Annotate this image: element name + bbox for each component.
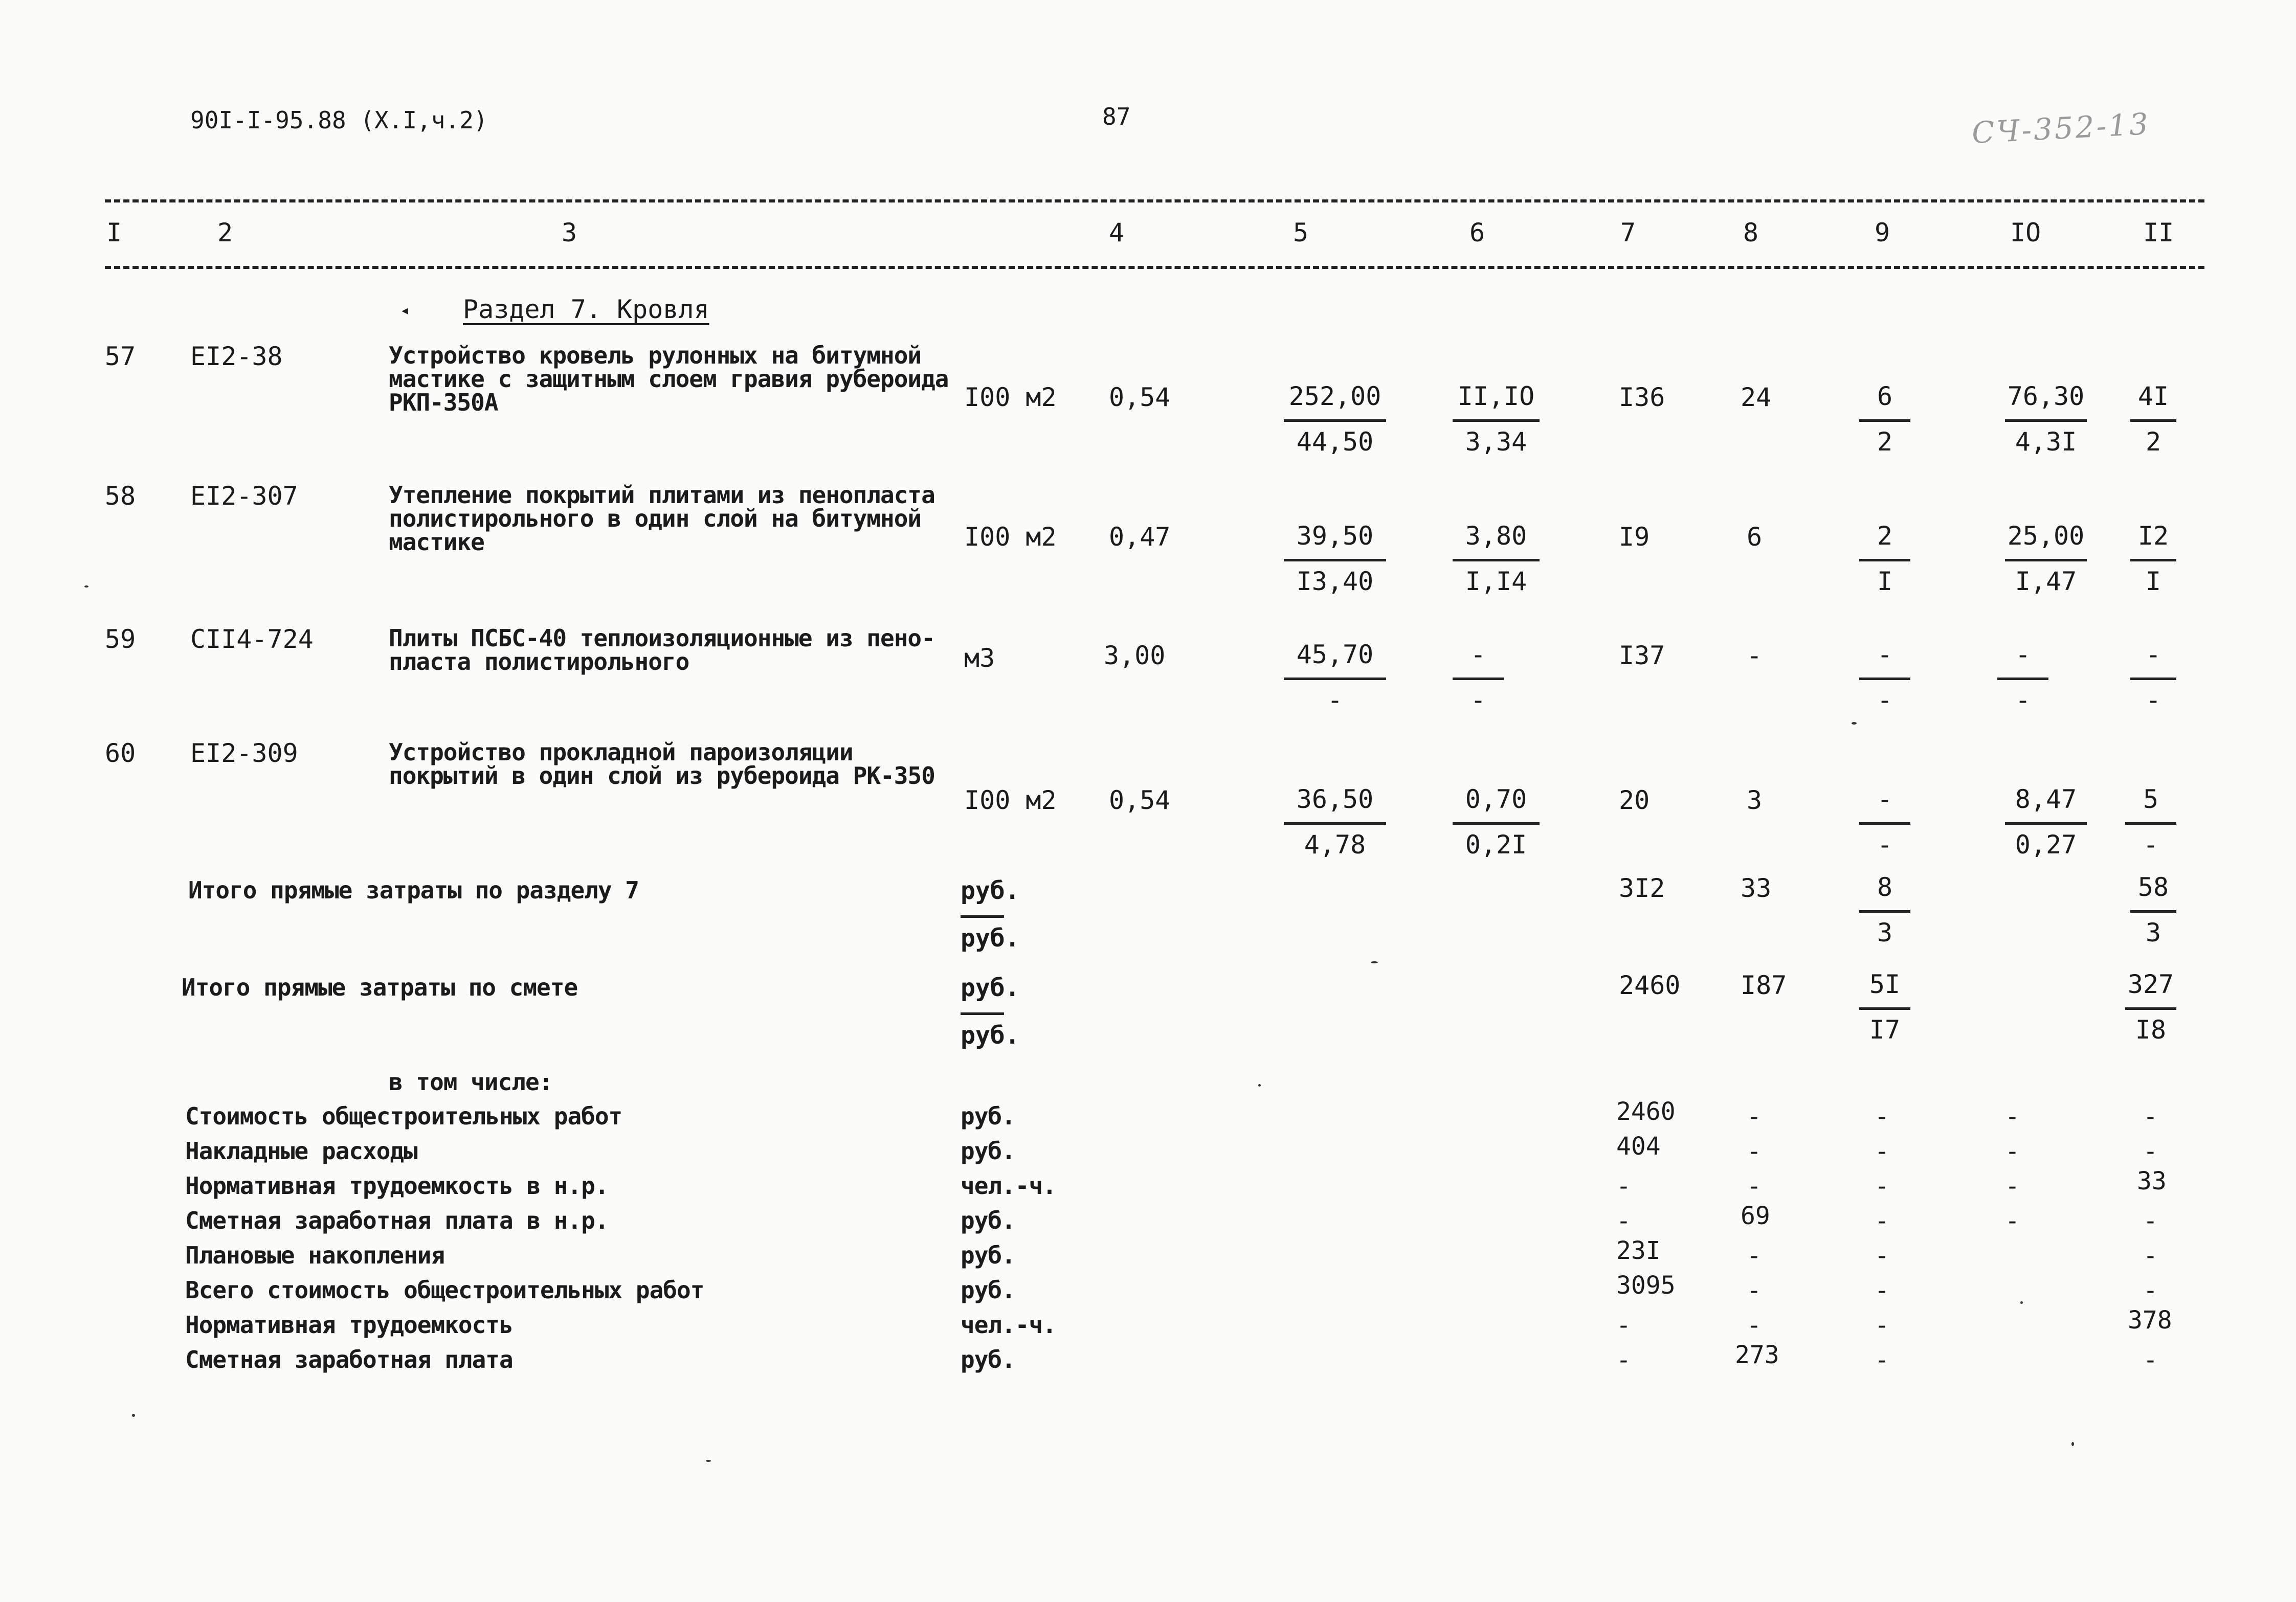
bullet-mark: ◂ — [400, 300, 410, 320]
row-description: пласта полистирольного — [389, 648, 689, 675]
summary-label: Нормативная трудоемкость в н.р. — [185, 1172, 609, 1200]
fraction-top: 58 — [2137, 872, 2169, 902]
fraction-top: - — [2145, 640, 2161, 669]
section-total-label: Итого прямые затраты по разделу 7 — [188, 876, 639, 904]
summary-col11: - — [2143, 1102, 2158, 1131]
row-number: 60 — [105, 738, 136, 768]
summary-unit: чел.-ч. — [961, 1311, 1056, 1339]
summary-col7: 3095 — [1616, 1271, 1676, 1300]
summary-col10: - — [2005, 1102, 2020, 1131]
summary-col11: - — [2143, 1137, 2158, 1166]
summary-unit: руб. — [961, 1346, 1015, 1373]
row-description: Утепление покрытий плитами из пенопласта — [389, 481, 935, 509]
section-total-col7: 3I2 — [1619, 873, 1665, 903]
fraction-top: 6 — [1877, 381, 1893, 411]
fraction-bottom: I — [1877, 567, 1893, 596]
summary-col7: - — [1616, 1346, 1631, 1374]
fraction-top: 5I — [1869, 969, 1901, 999]
row-code: EI2-38 — [190, 342, 283, 371]
summary-col9: - — [1875, 1346, 1889, 1374]
row-description: Устройство кровель рулонных на битумной — [389, 342, 922, 369]
column-header-7: 7 — [1620, 218, 1636, 247]
fraction-top: 2 — [1877, 521, 1893, 551]
row-description: мастике — [389, 528, 484, 556]
fraction-bottom: - — [2015, 685, 2031, 715]
fraction-bottom: 4,78 — [1304, 830, 1366, 860]
fraction-top: 39,50 — [1296, 521, 1374, 551]
summary-col7: 23I — [1616, 1236, 1661, 1265]
summary-col8: - — [1747, 1137, 1762, 1166]
summary-col7: 404 — [1616, 1132, 1661, 1161]
fraction-bottom: 3,34 — [1465, 427, 1527, 457]
summary-col7: - — [1616, 1172, 1631, 1201]
column-header-4: 4 — [1109, 218, 1125, 247]
scan-speck — [2071, 1442, 2074, 1446]
summary-label: Сметная заработная плата в н.р. — [185, 1207, 609, 1234]
scan-speck — [1852, 722, 1857, 725]
row-description: полистирольного в один слой на битумной — [389, 505, 922, 532]
fraction-bottom: - — [1877, 685, 1893, 715]
fraction-bottom: 0,2I — [1465, 830, 1527, 860]
fraction-top: 3,80 — [1465, 521, 1527, 551]
fraction-bottom: - — [2145, 685, 2161, 715]
summary-col9: - — [1875, 1102, 1889, 1131]
fraction-bottom: - — [2143, 830, 2159, 860]
row-quantity: 0,47 — [1109, 522, 1171, 552]
column-header-9: 9 — [1875, 218, 1890, 247]
row-unit: I00 м2 — [964, 785, 1057, 815]
column-header-6: 6 — [1469, 218, 1485, 247]
row-quantity: 3,00 — [1104, 641, 1166, 670]
row-code: EI2-307 — [190, 481, 298, 511]
document-code: 90I-I-95.88 (X.I,ч.2) — [190, 106, 488, 134]
column-header-2: 2 — [217, 218, 233, 247]
scan-speck — [706, 1460, 711, 1462]
summary-unit: руб. — [961, 1242, 1015, 1269]
page-number: 87 — [1102, 103, 1131, 130]
fraction-bottom: 4,3I — [2015, 427, 2077, 457]
section-total-col8: 33 — [1741, 873, 1772, 903]
summary-col10: - — [2005, 1137, 2020, 1166]
unit-bottom: руб. — [961, 924, 1020, 953]
including-label: в том числе: — [389, 1068, 553, 1096]
fraction-bottom: I8 — [2135, 1015, 2167, 1045]
summary-col8: - — [1747, 1311, 1762, 1340]
row-col8: 24 — [1741, 382, 1772, 412]
summary-col9: - — [1875, 1276, 1889, 1305]
column-header-10: IO — [2010, 218, 2041, 247]
row-number: 58 — [105, 481, 136, 511]
summary-col8: - — [1747, 1242, 1762, 1270]
summary-unit: чел.-ч. — [961, 1172, 1056, 1200]
summary-col9: - — [1875, 1137, 1889, 1166]
fraction-top: 0,70 — [1465, 784, 1527, 814]
row-col8: - — [1747, 641, 1763, 670]
summary-label: Стоимость общестроительных работ — [185, 1102, 622, 1130]
row-quantity: 0,54 — [1109, 785, 1171, 815]
row-description: мастике с защитным слоем гравия рубероида — [389, 365, 949, 393]
row-quantity: 0,54 — [1109, 382, 1171, 412]
summary-col8: - — [1747, 1276, 1762, 1305]
section-title: Раздел 7. Кровля — [463, 295, 709, 324]
row-unit: I00 м2 — [964, 382, 1057, 412]
summary-col11: 378 — [2128, 1306, 2172, 1335]
summary-col7: - — [1616, 1207, 1631, 1235]
unit-top: руб. — [961, 974, 1020, 1002]
summary-col8: 69 — [1741, 1202, 1770, 1230]
row-col7: I9 — [1619, 522, 1650, 552]
row-description: Плиты ПСБС-40 теплоизоляционные из пено- — [389, 624, 935, 652]
column-header-3: 3 — [562, 218, 577, 247]
fraction-top: 76,30 — [2007, 381, 2085, 411]
summary-unit: руб. — [961, 1207, 1015, 1234]
scan-speck — [132, 1414, 135, 1417]
estimate-total-label: Итого прямые затраты по смете — [182, 974, 578, 1001]
fraction-top: 252,00 — [1288, 381, 1381, 411]
row-code: EI2-309 — [190, 738, 298, 768]
fraction-top: - — [2015, 640, 2031, 669]
summary-col11: - — [2143, 1276, 2158, 1305]
summary-col8: - — [1747, 1172, 1762, 1201]
row-code: CII4-724 — [190, 624, 314, 654]
row-description: покрытий в один слой из рубероида РК-350 — [389, 762, 935, 789]
fraction-top: - — [1877, 784, 1893, 814]
fraction-bottom: 3 — [1877, 918, 1893, 947]
row-number: 57 — [105, 342, 136, 371]
fraction-bottom: 44,50 — [1296, 427, 1374, 457]
fraction-top: 45,70 — [1296, 640, 1374, 669]
summary-col11: - — [2143, 1207, 2158, 1235]
summary-col8: 273 — [1735, 1341, 1779, 1369]
row-description: Устройство прокладной пароизоляции — [389, 738, 853, 766]
summary-unit: руб. — [961, 1102, 1015, 1130]
fraction-top: 327 — [2127, 969, 2174, 999]
row-unit: м3 — [964, 643, 995, 673]
fraction-top: 4I — [2137, 381, 2169, 411]
summary-col8: - — [1747, 1102, 1762, 1131]
row-col7: I36 — [1619, 382, 1665, 412]
fraction-bottom: I — [2145, 567, 2161, 596]
summary-col10: - — [2005, 1172, 2020, 1201]
fraction-bottom: - — [1877, 830, 1893, 860]
scan-speck — [84, 585, 88, 588]
fraction-top: - — [1877, 640, 1893, 669]
fraction-top: I2 — [2137, 521, 2169, 551]
fraction-top: II,IO — [1457, 381, 1535, 411]
fraction-top: - — [1470, 640, 1486, 669]
fraction-top: 25,00 — [2007, 521, 2085, 551]
row-unit: I00 м2 — [964, 522, 1057, 552]
fraction-bottom: I,I4 — [1465, 567, 1527, 596]
summary-label: Нормативная трудоемкость — [185, 1311, 513, 1339]
summary-col10: - — [2005, 1207, 2020, 1235]
fraction-top: 8,47 — [2015, 784, 2077, 814]
column-header-5: 5 — [1293, 218, 1309, 247]
row-col8: 6 — [1747, 522, 1763, 552]
unit-top: руб. — [961, 876, 1020, 905]
fraction-top: 36,50 — [1296, 784, 1374, 814]
summary-unit: руб. — [961, 1276, 1015, 1304]
archive-stamp: СЧ-352-13 — [1971, 106, 2151, 151]
fraction-bottom: I3,40 — [1296, 567, 1374, 596]
fraction-bottom: I7 — [1869, 1015, 1901, 1045]
fraction-bottom: 2 — [1877, 427, 1893, 457]
fraction-bottom: 2 — [2145, 427, 2161, 457]
summary-label: Всего стоимость общестроительных работ — [185, 1276, 704, 1304]
summary-col9: - — [1875, 1172, 1889, 1201]
row-description: РКП-350А — [389, 389, 498, 416]
fraction-top: 5 — [2143, 784, 2159, 814]
fraction-bottom: 0,27 — [2015, 830, 2077, 860]
summary-label: Накладные расходы — [185, 1137, 417, 1165]
summary-col11: 33 — [2137, 1167, 2167, 1195]
fraction-bottom: I,47 — [2015, 567, 2077, 596]
summary-col9: - — [1875, 1207, 1889, 1235]
summary-label: Сметная заработная плата — [185, 1346, 513, 1373]
column-header-8: 8 — [1743, 218, 1759, 247]
summary-col7: - — [1616, 1311, 1631, 1340]
row-number: 59 — [105, 624, 136, 654]
summary-col11: - — [2143, 1242, 2158, 1270]
fraction-bottom: 3 — [2145, 918, 2161, 947]
fraction-bottom: - — [1470, 685, 1486, 715]
estimate-total-col8: I87 — [1741, 971, 1787, 1000]
row-col7: I37 — [1619, 641, 1665, 670]
scan-speck — [2020, 1301, 2023, 1304]
scan-speck — [1258, 1084, 1261, 1087]
row-col7: 20 — [1619, 785, 1650, 815]
column-header-1: I — [106, 218, 122, 247]
column-header-11: II — [2143, 218, 2174, 247]
summary-unit: руб. — [961, 1137, 1015, 1165]
summary-col9: - — [1875, 1242, 1889, 1270]
summary-col11: - — [2143, 1346, 2158, 1374]
summary-col9: - — [1875, 1311, 1889, 1340]
scan-speck — [1371, 961, 1378, 963]
fraction-top: 8 — [1877, 872, 1893, 902]
unit-bottom: руб. — [961, 1021, 1020, 1050]
fraction-bottom: - — [1327, 685, 1343, 715]
row-col8: 3 — [1747, 785, 1763, 815]
estimate-total-col7: 2460 — [1619, 971, 1681, 1000]
summary-col7: 2460 — [1616, 1097, 1676, 1126]
summary-label: Плановые накопления — [185, 1242, 445, 1269]
